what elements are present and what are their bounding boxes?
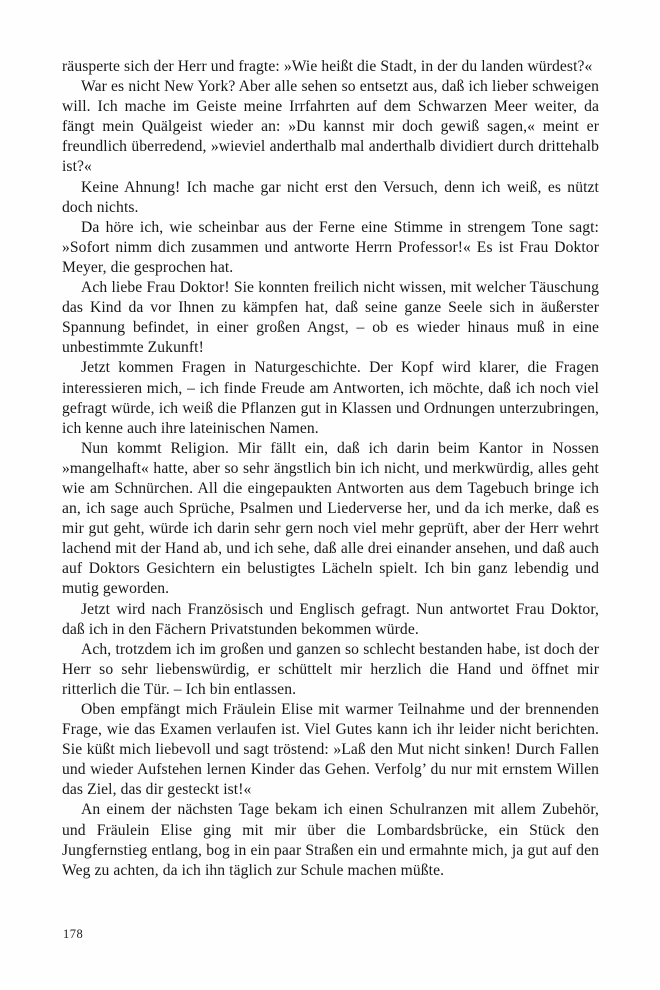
page-text <box>62 57 599 881</box>
paragraph: räusperte sich der Herr und fragte: »Wie heißt die Stadt, in der du landen würdest?« <box>62 58 593 75</box>
paragraph: Ach, trotzdem ich im großen und ganzen so schlecht bestanden habe, ist doch der Herr so sehr liebenswürdig, er schüttelt mir herzlich die Hand und öffnet mir ritterlich die Tür. – Ich bin entlassen. <box>62 640 599 698</box>
paragraph: Ach liebe Frau Doktor! Sie konnten freilich nicht wissen, mit welcher Täuschung das Kind da vor Ihnen zu kämpfen hat, daß seine ganze Seele sich in äußerster Spannung befindet, in einer großen Angst, – ob es wieder hinaus muß in eine unbestimmte Zukunft! <box>62 279 599 357</box>
paragraph: Jetzt kommen Fragen in Naturgeschichte. Der Kopf wird klarer, die Fragen interessieren mich, – ich finde Freude am Antworten, ich möchte, daß ich noch viel gefragt würde, ich weiß die Pflanzen gut in Klassen und Ordnungen unterzubringen, ich kenne auch ihre lateinischen Namen. <box>62 359 599 437</box>
page-number: 178 <box>63 927 84 941</box>
paragraph: Oben empfängt mich Fräulein Elise mit warmer Teilnahme und der brennenden Frage, wie das Examen verlaufen ist. Viel Gutes kann ich ihr leider nicht berichten. Sie küßt mich liebevoll und sagt tröstend: »Laß den Mut nicht sinken! Durch Fallen und wieder Aufstehen lernen Kinder das Gehen. Verfolg’ du nur mit ernstem Willen das Ziel, das dir gesteckt ist!« <box>62 701 599 799</box>
paragraph: Nun kommt Religion. Mir fällt ein, daß ich darin beim Kantor in Nossen »mangelhaft« hatte, aber so sehr ängstlich bin ich nicht, und merkwürdig, alles geht wie am Schnürchen. All die eingepaukten Antworten aus dem Tagebuch bringe ich an, ich sage auch Sprüche, Psalmen und Liederverse her, und da ich merke, daß es mir gut geht, würde ich darin sehr gern noch viel mehr geprüft, aber der Herr wehrt lachend mit der Hand ab, und ich sehe, daß alle drei einander ansehen, und daß auch auf Doktors Gesichtern ein belustigtes Lächeln spielt. Ich bin ganz lebendig und mutig geworden. <box>62 439 599 598</box>
paragraph: Jetzt wird nach Französisch und Englisch gefragt. Nun antwortet Frau Doktor, daß ich in den Fächern Privatstunden bekommen würde. <box>62 600 599 638</box>
paragraph: An einem der nächsten Tage bekam ich einen Schulranzen mit allem Zubehör, und Fräulein Elise ging mit mir über die Lombardsbrücke, ein Stück den Jungfernstieg entlang, bog in ein paar Straßen ein und ermahnte mich, ja gut auf den Weg zu achten, da ich ihn täglich zur Schule machen müßte. <box>62 801 599 879</box>
paragraph: War es nicht New York? Aber alle sehen so entsetzt aus, daß ich lieber schweigen will. Ich mache im Geiste meine Irrfahrten auf dem Schwarzen Meer weiter, da fängt mein Quälgeist wieder an: »Du kannst mir doch gewiß sagen,« meint er freundlich überredend, »wieviel anderthalb mal anderthalb dividiert durch drittehalb ist?« <box>62 78 599 176</box>
paragraph: Da höre ich, wie scheinbar aus der Ferne eine Stimme in strengem Tone sagt: »Sofort nimm dich zusammen und antworte Herrn Professor!« Es ist Frau Doktor Meyer, die gesprochen hat. <box>62 218 599 276</box>
paragraph: Keine Ahnung! Ich mache gar nicht erst den Versuch, denn ich weiß, es nützt doch nichts. <box>62 178 599 216</box>
